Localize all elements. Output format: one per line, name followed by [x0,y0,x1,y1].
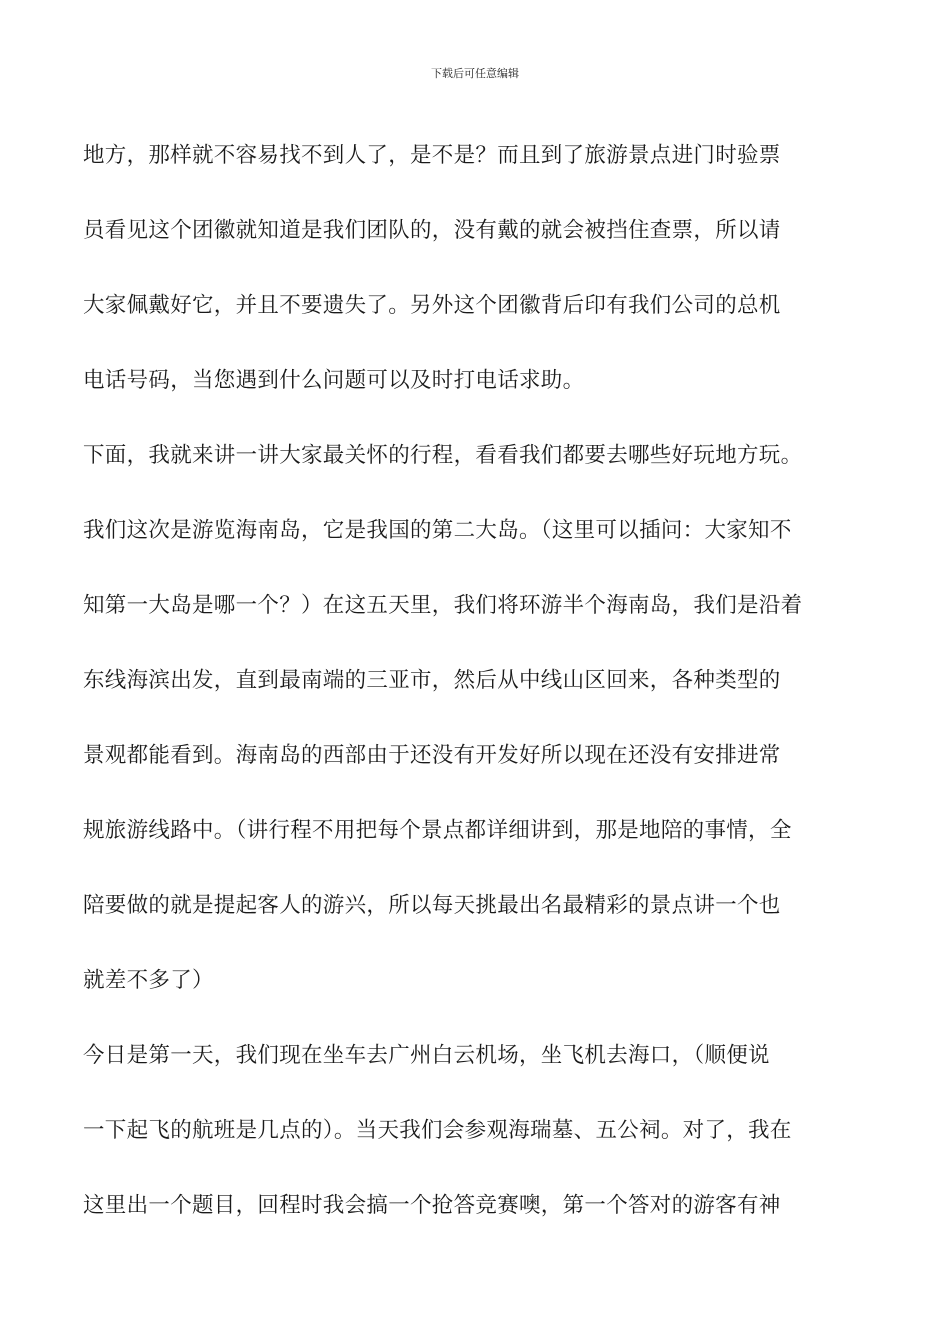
text-line: 员看见这个团徽就知道是我们团队的，没有戴的就会被挡住查票，所以请 [83,218,781,243]
text-line: 地方，那样就不容易找不到人了，是不是？而且到了旅游景点进门时验票 [83,143,781,168]
text-line: 一下起飞的航班是几点的）。当天我们会参观海瑞墓、五公祠。对了，我在 [83,1118,792,1143]
text-line: 电话号码，当您遇到什么问题可以及时打电话求助。 [83,368,585,393]
text-line: 大家佩戴好它，并且不要遗失了。另外这个团徽背后印有我们公司的总机 [83,293,781,318]
text-line: 景观都能看到。海南岛的西部由于还没有开发好所以现在还没有安排进常 [83,743,781,768]
text-line: 规旅游线路中。（讲行程不用把每个景点都详细讲到，那是地陪的事情，全 [83,818,792,843]
paragraph-2 [83,418,883,493]
text-line: 东线海滨出发，直到最南端的三亚市，然后从中线山区回来，各种类型的 [83,668,781,693]
paragraph-4 [83,1018,883,1243]
paragraph-3 [83,493,883,1018]
text-line: 今日是第一天，我们现在坐车去广州白云机场，坐飞机去海口，（顺便说 [83,1043,770,1068]
paragraph-1 [83,118,883,418]
document-body [83,118,883,1243]
text-line: 我们这次是游览海南岛，它是我国的第二大岛。（这里可以插问：大家知不 [83,518,792,543]
text-line: 陪要做的就是提起客人的游兴，所以每天挑最出名最精彩的景点讲一个也 [83,893,781,918]
page-header: 下载后可任意编辑 [431,67,519,80]
text-line: 就差不多了） [83,968,214,993]
text-line: 下面，我就来讲一讲大家最关怀的行程，看看我们都要去哪些好玩地方玩。 [83,443,803,468]
text-line: 知第一大岛是哪一个？）在这五天里，我们将环游半个海南岛，我们是沿着 [83,593,803,618]
text-line: 这里出一个题目，回程时我会搞一个抢答竞赛噢，第一个答对的游客有神 [83,1193,781,1218]
